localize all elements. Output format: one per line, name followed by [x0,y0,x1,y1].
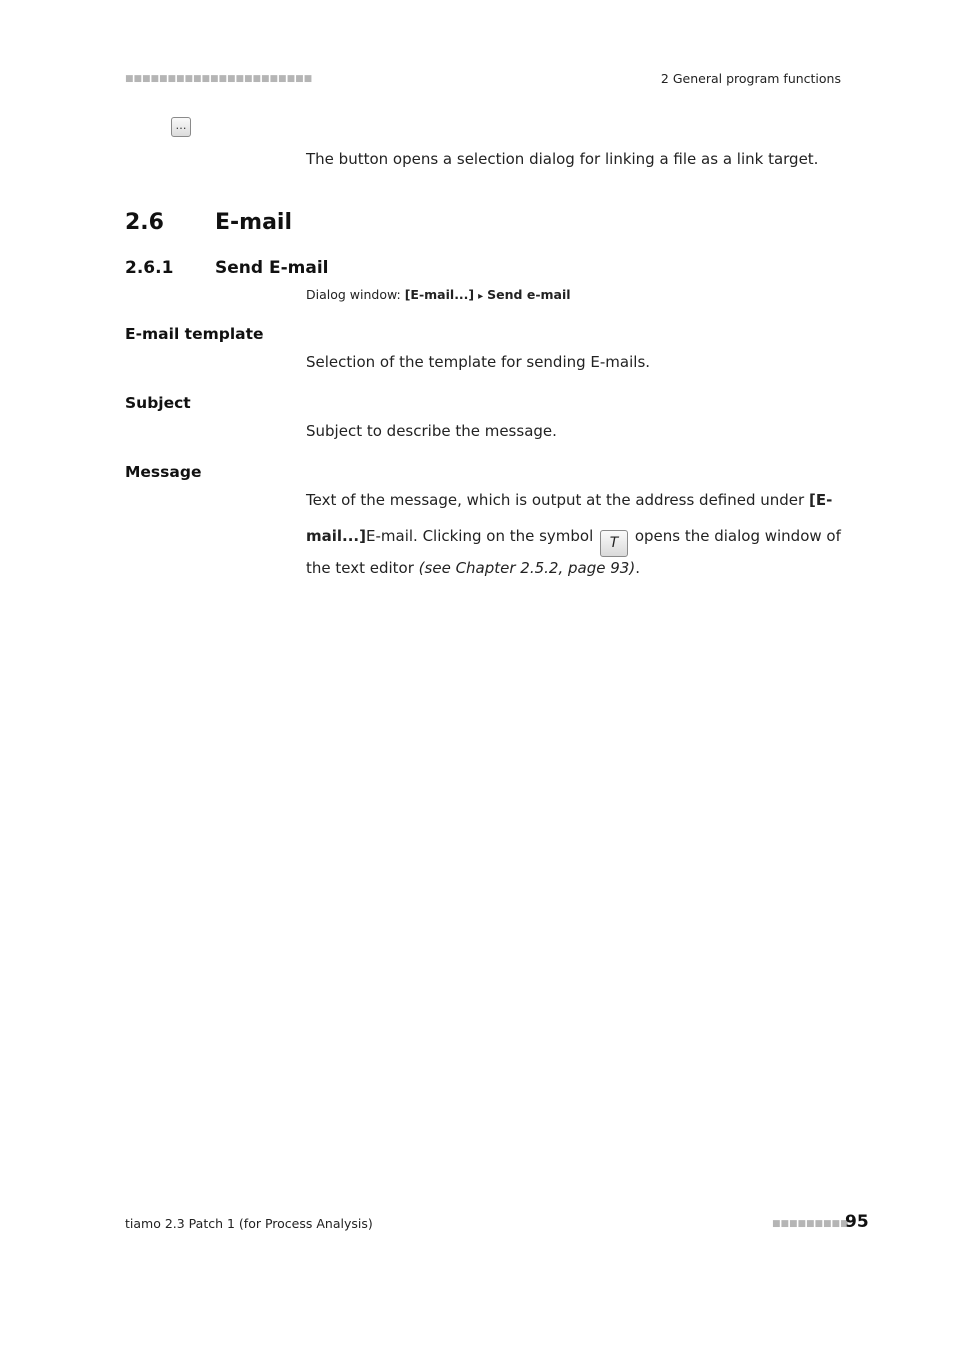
message-text: E-mail. Clicking on the symbol [366,527,599,545]
subsection-title: Send E-mail [215,258,329,278]
subsection-number: 2.6.1 [125,258,174,278]
param-name: E-mail template [125,325,264,343]
message-text: . [635,559,640,577]
dialog-path [306,287,571,302]
arrow-right-icon: ▸ [478,291,484,302]
param-desc: Subject to describe the message. [306,422,557,440]
footer-decoration: ■■■■■■■■■ [772,1219,849,1229]
chapter-reference: (see Chapter 2.5.2, page 93) [418,559,636,577]
message-line-2 [306,525,846,557]
footer-product: tiamo 2.3 Patch 1 (for Process Analysis) [125,1216,373,1231]
message-bold: [E- [808,491,833,509]
section-number: 2.6 [125,210,164,235]
section-title: E-mail [215,210,293,235]
intro-text: The button opens a selection dialog for linking a file as a link target. [306,150,819,168]
header-decoration: ■■■■■■■■■■■■■■■■■■■■■■ [125,74,313,84]
header-chapter: 2 General program functions [660,71,841,86]
dialog-prefix: Dialog window: [306,287,405,302]
message-text: opens the dialog window of [630,527,841,545]
message-desc [306,489,846,579]
param-name: Message [125,463,202,481]
param-desc: Selection of the template for sending E-mails. [306,353,651,371]
ellipsis-button-icon: … [171,117,191,137]
dialog-target: Send e-mail [487,287,571,302]
text-editor-icon: T [600,530,628,557]
message-text: Text of the message, which is output at the address defined under [306,491,809,509]
message-line-3 [306,557,846,579]
message-line-1 [306,489,846,511]
page-number: 95 [845,1212,869,1232]
dialog-menu: [E-mail...] [404,287,475,302]
param-name: Subject [125,394,191,412]
message-text: the text editor [306,559,419,577]
message-bold: mail...] [306,527,366,545]
